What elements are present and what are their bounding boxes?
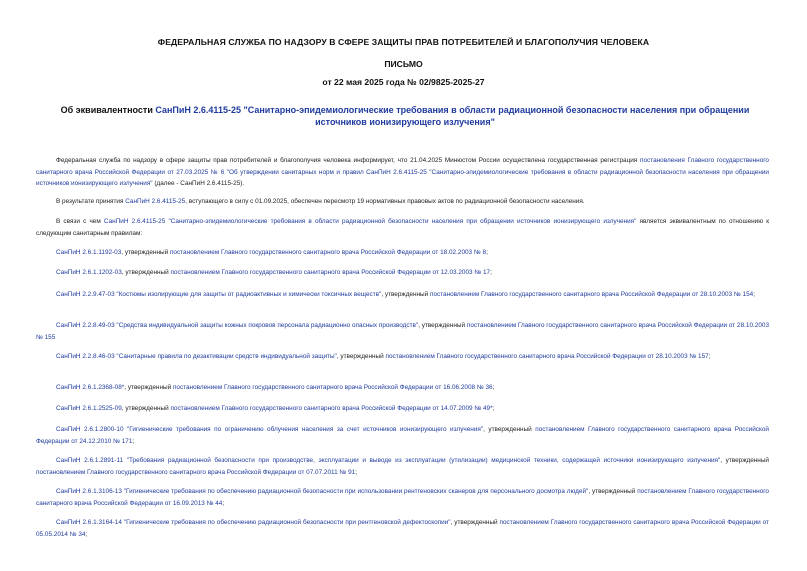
- item-resolution-link[interactable]: постановлением Главного государственного санитарного врача Российской Федерации от 28.10.2003 № 157: [385, 353, 709, 360]
- list-item: [36, 320, 769, 343]
- item-text: ;: [492, 405, 495, 412]
- list-item: [36, 267, 769, 279]
- subject-prefix: Об эквивалентности: [60, 105, 156, 115]
- item-text: , утвержденный: [418, 322, 467, 329]
- sanpin-link[interactable]: СанПиН 2.6.4115-25 "Санитарно-эпидемиологические требования в области радиационной безопасности населения при обращении источников ионизирующего излучения": [103, 218, 637, 225]
- item-text: ;: [492, 384, 495, 391]
- item-text: , утвержденный: [483, 426, 536, 433]
- item-text: , утвержденный: [121, 249, 170, 256]
- paragraph-text: Федеральная служба по надзору в сфере защиты прав потребителей и благополучия человека информирует, что 21.04.2025 Минюстом России осуществлена государственная регистрация: [56, 157, 640, 164]
- list-item: [36, 403, 769, 415]
- paragraph-text: является эквивалентным по отношению к следующим санитарным правилам:: [36, 218, 770, 237]
- list-item: [36, 289, 769, 301]
- item-sanpin-link[interactable]: СанПиН 2.6.1.3106-13 "Гигиенические требования по обеспечению радиационной безопасности при использовании рентгеновских сканеров для персонального досмотра людей": [56, 488, 589, 495]
- item-text: ;: [85, 530, 88, 538]
- item-text: ;: [132, 437, 135, 445]
- paragraph-intro: [36, 155, 769, 190]
- sanpin-link[interactable]: СанПиН 2.6.4115-25: [125, 198, 186, 205]
- item-sanpin-link[interactable]: СанПиН 2.6.1.3164-14 "Гигиенические требования по обеспечению радиационной безопасности при рентгеновской дефектоскопии": [56, 519, 451, 526]
- paragraph-equivalence: [36, 216, 769, 239]
- item-resolution-link[interactable]: постановлением Главного государственного санитарного врача Российской Федерации от 16.09.2013 № 44: [36, 488, 769, 507]
- item-text: ;: [490, 269, 492, 276]
- item-resolution-link[interactable]: постановлением Главного государственного санитарного врача Российской Федерации от 16.06.2008 № 36: [172, 384, 493, 391]
- item-text: ;: [355, 468, 357, 476]
- resolution-link[interactable]: постановления Главного государственного санитарного врача Российской Федерации от 27.03.2025 № 6 "Об утверждении санитарных норм и правил СанПиН 2.6.4115-25 "Санитарно-эпидемиологические требования в области радиационной безопасности населения при обращении источников ионизирующего излучения": [36, 157, 769, 187]
- item-resolution-link[interactable]: постановлением Главного государственного санитарного врача Российской Федерации от 18.02.2003 № 8: [169, 249, 487, 256]
- item-resolution-link[interactable]: постановлением Главного государственного санитарного врача Российской Федерации от 14.07.2009 № 49*: [170, 405, 493, 412]
- subject-link[interactable]: СанПиН 2.6.4115-25 "Санитарно-эпидемиологические требования в области радиационной безопасности населения при обращении источников ионизирующего излучения": [155, 105, 750, 127]
- item-resolution-link[interactable]: постановлением Главного государственного санитарного врача Российской Федерации от 28.10.2003 № 154: [429, 291, 754, 298]
- list-item: [36, 517, 769, 540]
- item-sanpin-link[interactable]: СанПиН 2.2.9.47-03 "Костюмы изолирующие для защиты от радиоактивных и химически токсичных веществ": [56, 291, 382, 298]
- item-resolution-link[interactable]: постановлением Главного государственного санитарного врача Российской Федерации от 07.07.2011 № 91: [36, 468, 356, 476]
- item-sanpin-link[interactable]: СанПиН 2.6.1.2368-08*: [56, 384, 125, 391]
- list-item: [36, 247, 769, 259]
- item-resolution-link[interactable]: постановлением Главного государственного санитарного врача Российской Федерации от 24.12.2010 № 171: [36, 426, 769, 445]
- item-text: , утвержденный: [588, 488, 638, 495]
- list-item: [36, 351, 769, 363]
- item-text: ;: [486, 249, 488, 256]
- document-date-number: от 22 мая 2025 года № 02/9825-2025-27: [322, 77, 485, 87]
- item-resolution-link[interactable]: постановлением Главного государственного санитарного врача Российской Федерации от 28.10.2003 № 155: [36, 322, 769, 341]
- item-text: , утвержденный: [121, 269, 171, 276]
- paragraph-text: В результате принятия: [56, 198, 126, 205]
- item-sanpin-link[interactable]: СанПиН 2.6.1.2891-11 "Требования радиационной безопасности при производстве, эксплуатации и выводе из эксплуатации (утилизации) медицинской техники, содержащей источники ионизирующего излучения": [56, 457, 721, 464]
- item-text: , утвержденный: [720, 457, 769, 464]
- item-text: , утвержденный: [121, 405, 171, 412]
- item-text: , утвержденный: [336, 353, 386, 360]
- item-resolution-link[interactable]: постановлением Главного государственного санитарного врача Российской Федерации от 05.05.2014 № 34: [36, 519, 769, 538]
- item-sanpin-link[interactable]: СанПиН 2.2.8.49-03 "Средства индивидуальной защиты кожных покровов персонала радиационно опасных производств": [56, 322, 419, 329]
- item-sanpin-link[interactable]: СанПиН 2.6.1.1192-03: [56, 249, 122, 256]
- item-sanpin-link[interactable]: СанПиН 2.6.1.2525-09: [56, 405, 122, 412]
- paragraph-text: В связи с чем: [56, 218, 104, 225]
- document-type: ПИСЬМО: [384, 59, 423, 69]
- item-text: , утвержденный: [450, 519, 500, 526]
- list-item: [36, 486, 769, 509]
- paragraph-result: [36, 196, 769, 208]
- item-text: , утвержденный: [124, 384, 173, 391]
- item-text: ;: [222, 499, 225, 507]
- item-resolution-link[interactable]: постановлением Главного государственного санитарного врача Российской Федерации от 12.03.2003 № 17: [170, 269, 491, 276]
- list-item: [36, 424, 769, 447]
- paragraph-text: , вступающего в силу с 01.09.2025, обеспечен пересмотр 19 нормативных правовых актов по радиационной безопасности населения.: [185, 198, 585, 205]
- list-item: [36, 382, 769, 394]
- item-sanpin-link[interactable]: СанПиН 2.2.8.46-03 "Санитарные правила по дезактивации средств индивидуальной защиты": [56, 353, 337, 360]
- list-item: [36, 455, 769, 478]
- document-subject: [60, 104, 750, 128]
- paragraph-text: (далее - СанПиН 2.6.4115-25).: [152, 180, 245, 187]
- item-sanpin-link[interactable]: СанПиН 2.6.1.2800-10 "Гигиенические требования по ограничению облучения населения за счет источников ионизирующего излучения": [56, 426, 484, 433]
- item-text: ;: [753, 291, 755, 298]
- agency-heading: ФЕДЕРАЛЬНАЯ СЛУЖБА ПО НАДЗОРУ В СФЕРЕ ЗАЩИТЫ ПРАВ ПОТРЕБИТЕЛЕЙ И БЛАГОПОЛУЧИЯ ЧЕЛОВЕКА: [157, 37, 650, 47]
- item-sanpin-link[interactable]: СанПиН 2.6.1.1202-03: [56, 269, 122, 276]
- item-text: , утвержденный: [381, 291, 430, 298]
- item-text: ;: [708, 353, 711, 360]
